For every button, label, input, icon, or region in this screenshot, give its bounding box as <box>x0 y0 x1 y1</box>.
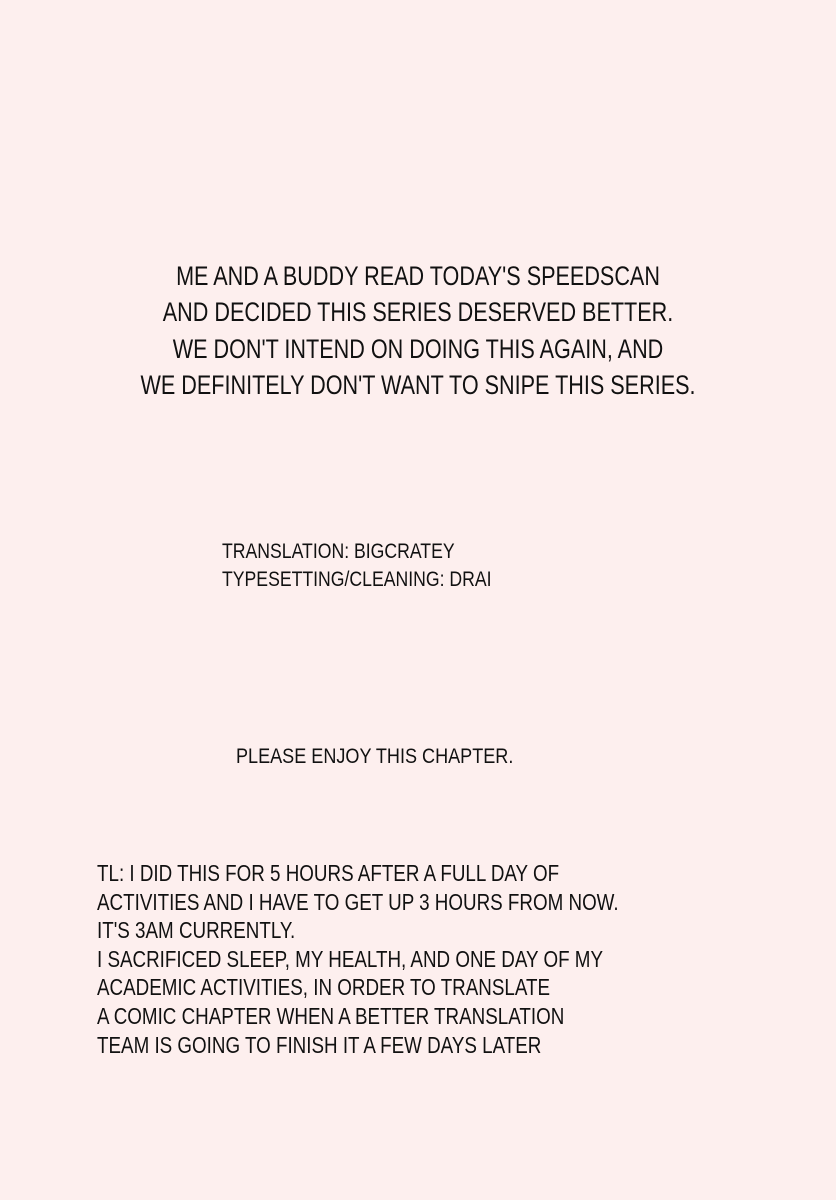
enjoy-text: PLEASE ENJOY THIS CHAPTER. <box>236 745 514 768</box>
intro-line: WE DEFINITELY DON'T WANT TO SNIPE THIS SERIES. <box>140 369 696 400</box>
intro-line: AND DECIDED THIS SERIES DESERVED BETTER. <box>162 297 674 328</box>
intro-line: ME AND A BUDDY READ TODAY'S SPEEDSCAN <box>176 261 660 291</box>
intro-line: WE DON'T INTEND ON DOING THIS AGAIN, AND <box>172 333 664 364</box>
enjoy-message <box>236 743 559 771</box>
tl-note-line: ACADEMIC ACTIVITIES, IN ORDER TO TRANSLATE <box>97 974 551 1001</box>
intro-message <box>0 258 836 403</box>
tl-note-line: ACTIVITIES AND I HAVE TO GET UP 3 HOURS FROM NOW. <box>97 888 619 915</box>
tl-note-line: TEAM IS GOING TO FINISH IT A FEW DAYS LATER <box>97 1031 542 1058</box>
tl-note-line: A COMIC CHAPTER WHEN A BETTER TRANSLATION <box>97 1002 565 1029</box>
tl-note-line: IT'S 3AM CURRENTLY. <box>97 917 296 944</box>
translator-note <box>97 859 749 1059</box>
typesetting-credit: TYPESETTING/CLEANING: DRAI <box>222 568 492 591</box>
translation-credit: TRANSLATION: BIGCRATEY <box>222 540 455 563</box>
tl-note-line: I SACRIFICED SLEEP, MY HEALTH, AND ONE DAY OF MY <box>97 945 603 972</box>
credits <box>222 538 543 594</box>
tl-note-line: TL: I DID THIS FOR 5 HOURS AFTER A FULL DAY OF <box>97 860 560 886</box>
